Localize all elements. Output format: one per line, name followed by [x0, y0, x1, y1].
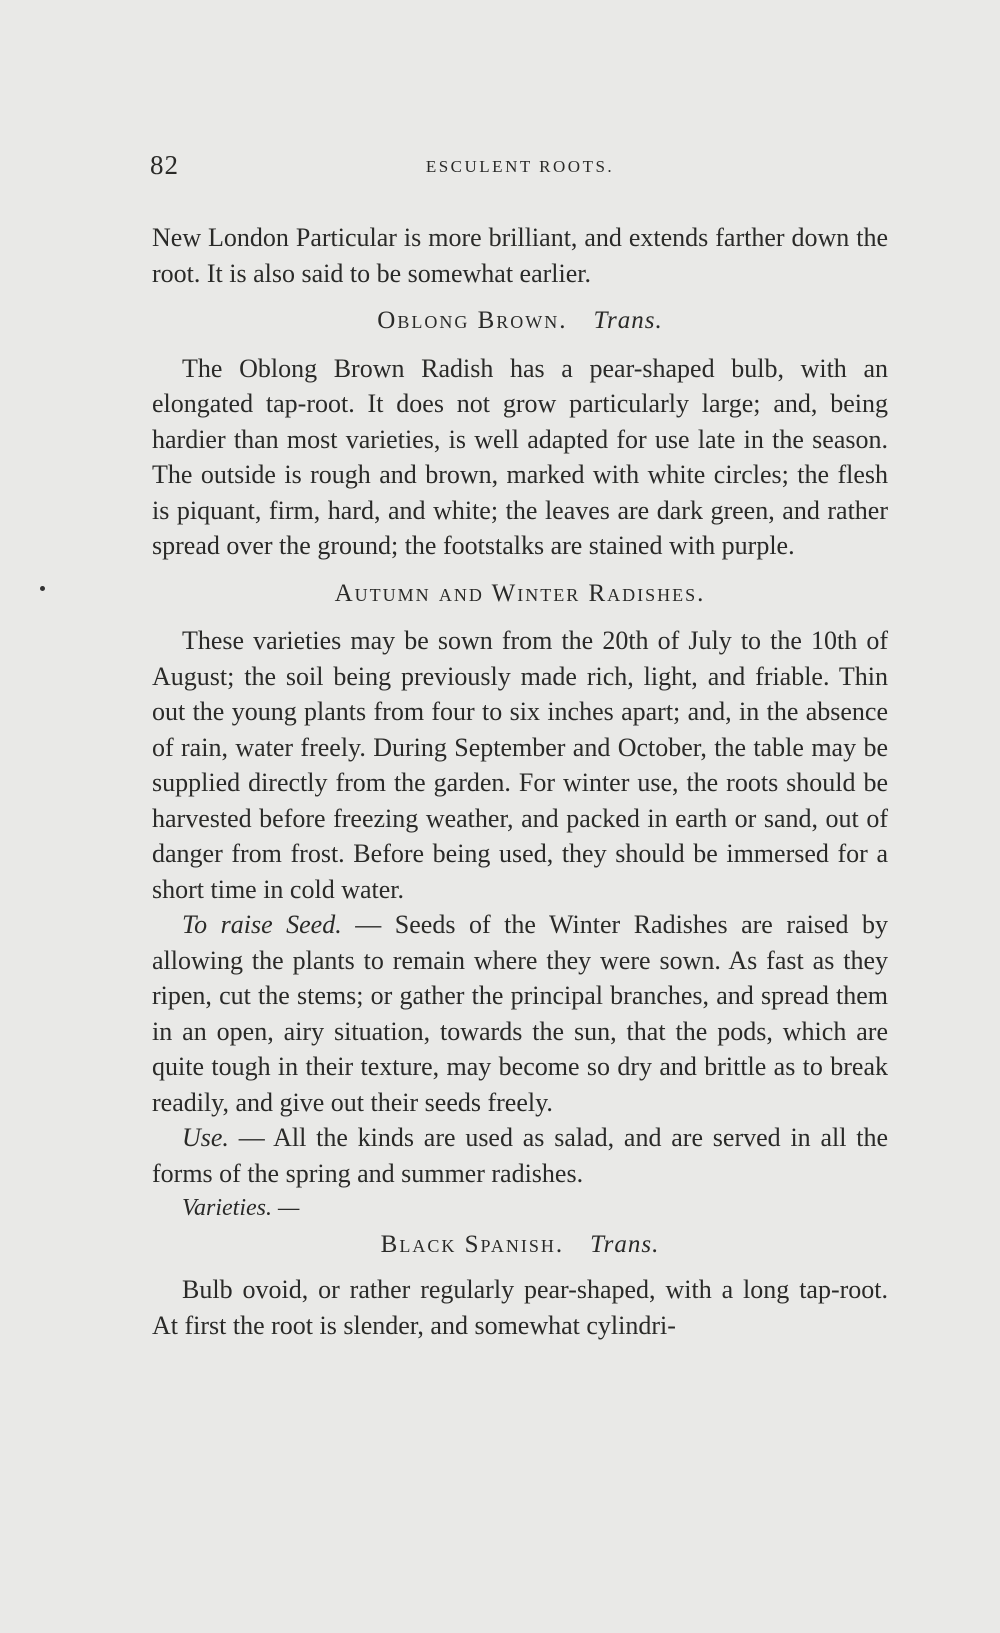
running-head: ESCULENT ROOTS. [425, 157, 615, 176]
body-text [152, 220, 888, 1343]
paragraph-continuation: New London Particular is more brilliant, and extends farther down the root. It is also said to be somewhat earlier. [152, 223, 888, 288]
margin-speck [40, 586, 45, 591]
heading-oblong-brown [152, 303, 888, 339]
heading-oblong-brown-trans: Trans. [593, 307, 663, 334]
heading-black-spanish-title: Black Spanish. [380, 1230, 565, 1258]
heading-black-spanish-trans: Trans. [590, 1230, 660, 1258]
raise-seed-label: To raise Seed. [182, 910, 342, 939]
heading-black-spanish [152, 1227, 888, 1263]
raise-seed-text: — Seeds of the Winter Radishes are raised by allowing the plants to remain where they were sown. As fast as they ripen, cut the stems; or gather the principal branches, and spread them in an open, airy situation, towards the sun, that the pods, which are quite tough in their texture, may become so dry and brittle as to break readily, and give out their seeds freely. [152, 910, 888, 1117]
paragraph-oblong-brown: The Oblong Brown Radish has a pear-shaped bulb, with an elongated tap-root. It does not grow particularly large; and, being hardier than most varieties, is well adapted for use late in the season. The outside is rough and brown, marked with white circles; the flesh is piquant, firm, hard, and white; the leaves are dark green, and rather spread over the ground; the footstalks are stained with purple. [152, 353, 888, 560]
paragraph-raise-seed [152, 907, 888, 1120]
paragraph-autumn-winter: These varieties may be sown from the 20th of July to the 10th of August; the soil being previously made rich, light, and friable. Thin out the young plants from four to six inches apart; and, in the absence of rain, water freely. During September and October, the table may be supplied directly from the garden. For winter use, the roots should be harvested before freezing weather, and packed in earth or sand, out of danger from frost. Before being used, they should be immersed for a short time in cold water. [152, 626, 888, 904]
paragraph-use [152, 1120, 888, 1191]
use-text: — All the kinds are used as salad, and are served in all the forms of the spring and summer radishes. [152, 1123, 888, 1188]
heading-autumn-winter: Autumn and Winter Radishes. [334, 579, 706, 607]
page-number: 82 [150, 150, 179, 180]
page-header [150, 150, 890, 190]
use-label: Use. [182, 1123, 229, 1152]
varieties-label: Varieties. — [182, 1195, 300, 1221]
heading-oblong-brown-title: Oblong Brown. [377, 307, 568, 334]
paragraph-black-spanish: Bulb ovoid, or rather regularly pear-shaped, with a long tap-root. At first the root is slender, and somewhat cylindri- [152, 1275, 888, 1340]
